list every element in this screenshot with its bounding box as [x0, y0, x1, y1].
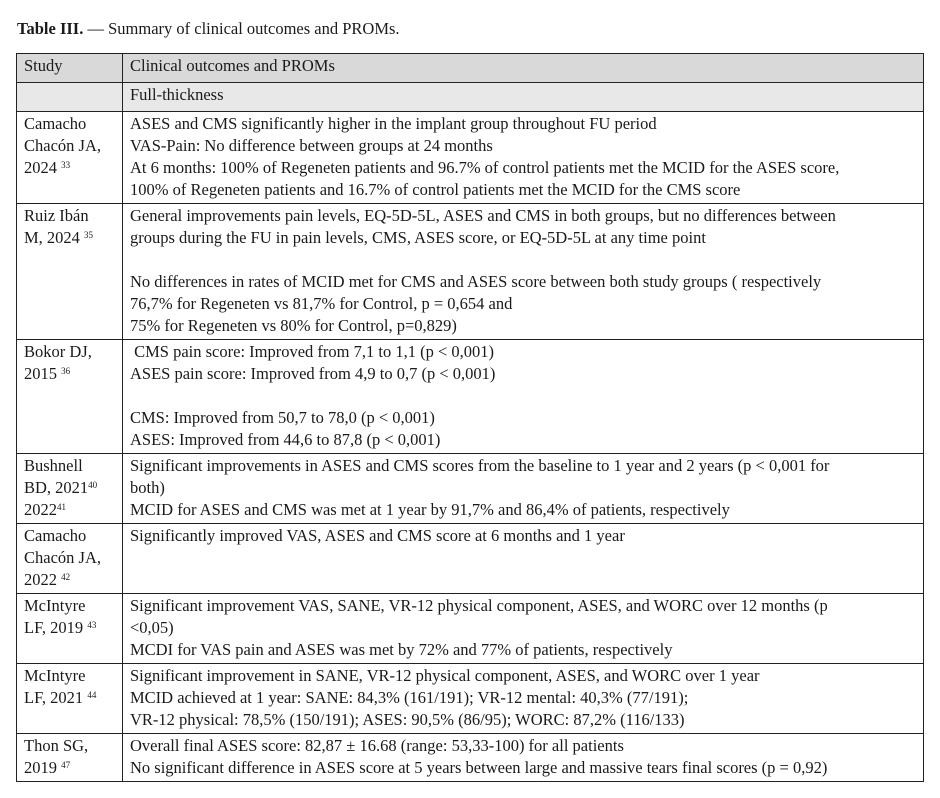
header-outcomes: Clinical outcomes and PROMs — [123, 54, 924, 83]
table-row — [17, 204, 924, 340]
study-line: Bokor DJ, — [24, 342, 92, 361]
study-line: M, 2024 $^{35}$ — [24, 228, 94, 247]
outcome-line: ASES: Improved from 44,6 to 87,8 (p < 0,001) — [130, 430, 441, 449]
reference-number: 40 — [88, 480, 98, 490]
outcome-line: ASES pain score: Improved from 4,9 to 0,7 (p < 0,001) — [130, 364, 496, 383]
study-cell — [17, 734, 123, 782]
study-line: BD, 2021$^{40}$ — [24, 478, 98, 497]
outcome-line: VR-12 physical: 78,5% (150/191); ASES: 90,5% (86/95); WORC: 87,2% (116/133) — [130, 710, 685, 729]
outcome-line: 100% of Regeneten patients and 16.7% of control patients met the MCID for the CMS score — [130, 180, 741, 199]
header-study: Study — [17, 54, 123, 83]
study-cell — [17, 594, 123, 664]
study-line: Thon SG, — [24, 736, 89, 755]
study-cell — [17, 524, 123, 594]
section-row — [17, 83, 924, 112]
outcome-line: MCDI for VAS pain and ASES was met by 72% and 77% of patients, respectively — [130, 640, 673, 659]
outcome-line: 75% for Regeneten vs 80% for Control, p=0,829) — [130, 316, 457, 335]
table-row — [17, 664, 924, 734]
table-row — [17, 454, 924, 524]
outcome-line: MCID achieved at 1 year: SANE: 84,3% (161/191); VR-12 mental: 40,3% (77/191); — [130, 688, 689, 707]
study-cell — [17, 204, 123, 340]
table-label: Table III. — [17, 19, 84, 38]
outcome-line: At 6 months: 100% of Regeneten patients and 96.7% of control patients met the MCID for the ASES score, — [130, 158, 840, 177]
study-cell — [17, 454, 123, 524]
table-caption — [17, 18, 400, 40]
outcome-line: CMS: Improved from 50,7 to 78,0 (p < 0,001) — [130, 408, 435, 427]
outcome-line: MCID for ASES and CMS was met at 1 year by 91,7% and 86,4% of patients, respectively — [130, 500, 730, 519]
outcomes-cell — [123, 524, 924, 594]
reference-number: 36 — [61, 366, 71, 376]
study-line: McIntyre — [24, 596, 86, 615]
study-line: 2024 $^{33}$ — [24, 158, 71, 177]
spacer — [130, 249, 917, 271]
outcome-line: Overall final ASES score: 82,87 ± 16.68 (range: 53,33-100) for all patients — [130, 736, 624, 755]
table-header-row — [17, 54, 924, 83]
table-row — [17, 112, 924, 204]
section-empty-cell — [17, 83, 123, 112]
study-line: 2022$^{41}$ — [24, 500, 66, 519]
reference-number: 41 — [57, 502, 66, 512]
outcome-line: Significant improvements in ASES and CMS scores from the baseline to 1 year and 2 years (p < 0,001 for — [130, 456, 830, 475]
reference-number: 42 — [61, 572, 71, 582]
reference-number: 47 — [61, 760, 71, 770]
reference-number: 43 — [87, 620, 97, 630]
study-line: McIntyre — [24, 666, 86, 685]
table-row — [17, 340, 924, 454]
study-cell — [17, 112, 123, 204]
outcomes-table — [16, 53, 924, 782]
study-line: Camacho — [24, 114, 87, 133]
outcomes-cell — [123, 454, 924, 524]
outcomes-cell — [123, 112, 924, 204]
table-row — [17, 524, 924, 594]
outcome-line: CMS pain score: Improved from 7,1 to 1,1 (p < 0,001) — [130, 342, 495, 361]
outcomes-cell — [123, 204, 924, 340]
reference-number: 44 — [87, 690, 97, 700]
table-row — [17, 734, 924, 782]
study-line: Camacho — [24, 526, 87, 545]
outcome-line: <0,05) — [130, 618, 174, 637]
table-row — [17, 594, 924, 664]
section-label: Full-thickness — [123, 83, 924, 112]
outcome-line: Significant improvement VAS, SANE, VR-12 physical component, ASES, and WORC over 12 months (p — [130, 596, 828, 615]
outcome-line: groups during the FU in pain levels, CMS, ASES score, or EQ-5D-5L at any time point — [130, 228, 706, 247]
study-line: Bushnell — [24, 456, 83, 475]
outcome-line: General improvements pain levels, EQ-5D-5L, ASES and CMS in both groups, but no differences between — [130, 206, 836, 225]
study-line: 2022 $^{42}$ — [24, 570, 71, 589]
study-line: Chacón JA, — [24, 136, 101, 155]
study-cell — [17, 340, 123, 454]
outcomes-cell — [123, 734, 924, 782]
study-line: 2019 $^{47}$ — [24, 758, 71, 777]
study-cell — [17, 664, 123, 734]
outcome-line: Significant improvement in SANE, VR-12 physical component, ASES, and WORC over 1 year — [130, 666, 760, 685]
reference-number: 35 — [84, 230, 94, 240]
study-line: 2015 $^{36}$ — [24, 364, 71, 383]
outcomes-cell — [123, 664, 924, 734]
outcome-line: No differences in rates of MCID met for CMS and ASES score between both study groups ( respectively — [130, 272, 822, 291]
outcome-line: No significant difference in ASES score at 5 years between large and massive tears final scores (p = 0,92) — [130, 758, 828, 777]
outcome-line: 76,7% for Regeneten vs 81,7% for Control, p = 0,654 and — [130, 294, 513, 313]
outcome-line: VAS-Pain: No difference between groups at 24 months — [130, 136, 493, 155]
study-line: Chacón JA, — [24, 548, 101, 567]
outcome-line: ASES and CMS significantly higher in the implant group throughout FU period — [130, 114, 657, 133]
study-line: LF, 2019 $^{43}$ — [24, 618, 97, 637]
reference-number: 33 — [61, 160, 71, 170]
table-title: — Summary of clinical outcomes and PROMs. — [83, 19, 400, 38]
outcomes-cell — [123, 594, 924, 664]
study-line: LF, 2021 $^{44}$ — [24, 688, 97, 707]
outcomes-cell — [123, 340, 924, 454]
outcome-line: both) — [130, 478, 165, 497]
study-line: Ruiz Ibán — [24, 206, 89, 225]
outcome-line: Significantly improved VAS, ASES and CMS score at 6 months and 1 year — [130, 526, 625, 545]
spacer — [130, 385, 917, 407]
